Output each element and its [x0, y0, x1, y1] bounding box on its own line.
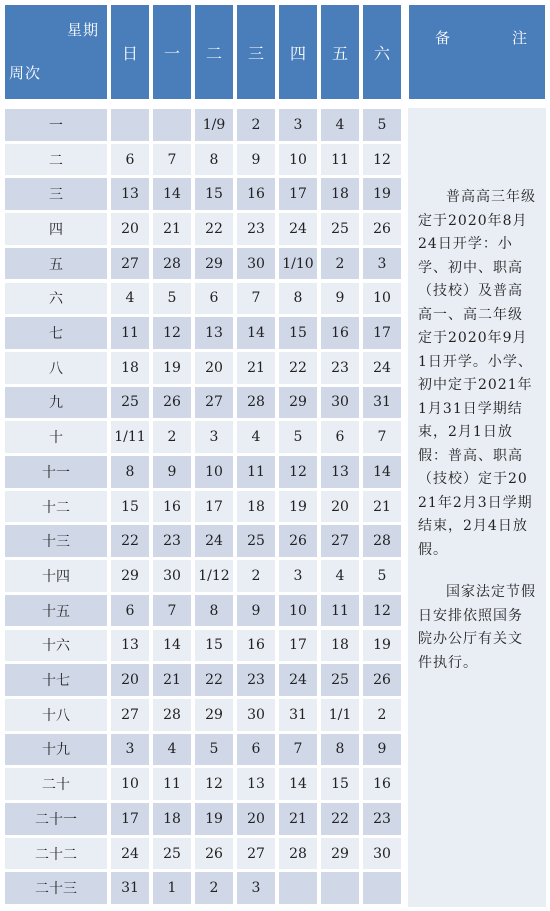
week-number-cell: 十四 — [4, 559, 108, 593]
date-cell: 6 — [110, 594, 150, 628]
date-cell: 9 — [362, 733, 402, 767]
date-cell: 4 — [236, 420, 276, 454]
week-number-cell: 十八 — [4, 698, 108, 732]
date-cell: 12 — [362, 594, 402, 628]
week-number-cell: 一 — [4, 108, 108, 142]
date-cell: 17 — [110, 802, 150, 836]
date-cell: 19 — [278, 490, 318, 524]
date-cell: 30 — [236, 698, 276, 732]
date-cell: 13 — [320, 455, 360, 489]
date-cell: 1/12 — [194, 559, 234, 593]
date-cell: 15 — [194, 177, 234, 211]
date-cell: 24 — [194, 524, 234, 558]
date-cell: 27 — [110, 247, 150, 281]
date-cell: 10 — [194, 455, 234, 489]
remarks-panel — [408, 108, 546, 907]
date-cell: 25 — [152, 837, 192, 871]
day-header: 日 — [110, 4, 150, 100]
week-number-cell: 十七 — [4, 663, 108, 697]
date-cell: 21 — [362, 490, 402, 524]
date-cell: 25 — [320, 212, 360, 246]
date-cell: 8 — [320, 733, 360, 767]
date-cell: 15 — [194, 629, 234, 663]
date-cell: 3 — [362, 247, 402, 281]
date-cell: 3 — [194, 420, 234, 454]
date-cell: 4 — [152, 733, 192, 767]
date-cell: 31 — [278, 698, 318, 732]
date-cell: 23 — [152, 524, 192, 558]
date-cell: 7 — [278, 733, 318, 767]
date-cell: 28 — [362, 524, 402, 558]
day-header: 三 — [236, 4, 276, 100]
date-cell: 17 — [278, 629, 318, 663]
date-cell — [278, 871, 318, 905]
date-cell: 2 — [194, 871, 234, 905]
date-cell: 20 — [194, 351, 234, 385]
day-header: 六 — [362, 4, 402, 100]
date-cell: 5 — [278, 420, 318, 454]
date-cell: 10 — [362, 282, 402, 316]
week-number-cell: 十九 — [4, 733, 108, 767]
date-cell: 10 — [110, 767, 150, 801]
date-cell: 14 — [278, 767, 318, 801]
date-cell: 1/11 — [110, 420, 150, 454]
week-number-cell: 八 — [4, 351, 108, 385]
date-cell: 5 — [194, 733, 234, 767]
week-number-cell: 二十一 — [4, 802, 108, 836]
date-cell: 16 — [152, 490, 192, 524]
date-cell: 22 — [194, 212, 234, 246]
date-cell: 15 — [320, 767, 360, 801]
week-number-cell: 三 — [4, 177, 108, 211]
date-cell: 17 — [362, 316, 402, 350]
date-cell: 8 — [110, 455, 150, 489]
date-cell: 5 — [152, 282, 192, 316]
date-cell: 27 — [110, 698, 150, 732]
date-cell: 28 — [278, 837, 318, 871]
date-cell: 5 — [362, 559, 402, 593]
remarks-holidays: 国家法定节假日安排依照国务院办公厅有关文件执行。 — [418, 584, 536, 671]
day-header: 一 — [152, 4, 192, 100]
date-cell: 27 — [236, 837, 276, 871]
day-header: 五 — [320, 4, 360, 100]
date-cell: 30 — [236, 247, 276, 281]
date-cell: 4 — [320, 108, 360, 142]
date-cell: 19 — [152, 351, 192, 385]
date-cell: 12 — [362, 143, 402, 177]
date-cell: 12 — [194, 767, 234, 801]
date-cell: 8 — [194, 594, 234, 628]
date-cell: 19 — [194, 802, 234, 836]
school-calendar — [4, 4, 546, 907]
date-cell: 28 — [152, 247, 192, 281]
date-cell: 6 — [110, 143, 150, 177]
week-number-cell: 九 — [4, 386, 108, 420]
date-cell: 22 — [110, 524, 150, 558]
date-cell: 4 — [110, 282, 150, 316]
date-cell: 7 — [236, 282, 276, 316]
date-cell: 28 — [152, 698, 192, 732]
date-cell: 2 — [362, 698, 402, 732]
date-cell: 29 — [110, 559, 150, 593]
date-cell: 6 — [194, 282, 234, 316]
date-cell: 17 — [194, 490, 234, 524]
date-cell: 21 — [152, 663, 192, 697]
date-cell: 25 — [110, 386, 150, 420]
date-cell: 2 — [152, 420, 192, 454]
date-cell: 13 — [110, 177, 150, 211]
week-number-cell: 二 — [4, 143, 108, 177]
date-cell: 14 — [152, 629, 192, 663]
date-cell — [362, 871, 402, 905]
date-cell: 16 — [236, 177, 276, 211]
date-cell: 19 — [362, 177, 402, 211]
date-cell: 1/1 — [320, 698, 360, 732]
date-cell: 16 — [362, 767, 402, 801]
date-cell — [110, 108, 150, 142]
date-cell: 3 — [110, 733, 150, 767]
date-cell: 9 — [236, 143, 276, 177]
week-number-cell: 七 — [4, 316, 108, 350]
date-cell: 13 — [236, 767, 276, 801]
week-number-cell: 二十三 — [4, 871, 108, 905]
date-cell: 8 — [278, 282, 318, 316]
weekday-caption: 星期 — [66, 21, 99, 39]
day-header: 二 — [194, 4, 234, 100]
date-cell: 10 — [278, 594, 318, 628]
week-number-cell: 十六 — [4, 629, 108, 663]
remarks-header — [408, 4, 546, 100]
date-cell: 31 — [110, 871, 150, 905]
remarks-school-dates: 普高高三年级定于2020年8月24日开学：小学、初中、职高（技校）及普高高一、高二年级定于2020年9月1日开学。小学、初中定于2021年1月31日学期结束，2月1日放假：普高、职高（技校）定于2021年2月3日学期结束，2月4日放假。 — [418, 189, 536, 558]
week-number-cell: 五 — [4, 247, 108, 281]
date-cell: 20 — [110, 212, 150, 246]
date-cell: 23 — [362, 802, 402, 836]
date-cell: 12 — [152, 316, 192, 350]
week-number-cell: 四 — [4, 212, 108, 246]
date-cell: 24 — [278, 663, 318, 697]
date-cell: 21 — [236, 351, 276, 385]
date-cell: 1/10 — [278, 247, 318, 281]
date-cell: 10 — [278, 143, 318, 177]
date-cell: 11 — [152, 767, 192, 801]
date-cell: 12 — [278, 455, 318, 489]
date-cell: 19 — [362, 629, 402, 663]
corner-header — [4, 4, 108, 100]
date-cell: 24 — [362, 351, 402, 385]
date-cell: 21 — [278, 802, 318, 836]
date-cell: 11 — [236, 455, 276, 489]
date-cell: 28 — [236, 386, 276, 420]
date-cell: 30 — [152, 559, 192, 593]
date-cell: 22 — [194, 663, 234, 697]
date-cell: 11 — [320, 594, 360, 628]
date-cell: 22 — [278, 351, 318, 385]
date-cell: 2 — [236, 108, 276, 142]
date-cell: 20 — [236, 802, 276, 836]
date-cell: 26 — [362, 663, 402, 697]
date-cell: 25 — [320, 663, 360, 697]
week-number-cell: 二十二 — [4, 837, 108, 871]
date-cell: 13 — [110, 629, 150, 663]
date-cell: 24 — [278, 212, 318, 246]
week-number-caption: 周次 — [9, 64, 42, 82]
date-cell: 7 — [152, 594, 192, 628]
date-cell: 11 — [320, 143, 360, 177]
date-cell: 14 — [362, 455, 402, 489]
date-cell: 1 — [152, 871, 192, 905]
date-cell: 15 — [110, 490, 150, 524]
date-cell: 3 — [278, 559, 318, 593]
date-cell: 22 — [320, 802, 360, 836]
date-cell: 23 — [320, 351, 360, 385]
date-cell: 14 — [152, 177, 192, 211]
date-cell: 9 — [152, 455, 192, 489]
date-cell: 1/9 — [194, 108, 234, 142]
date-cell: 25 — [236, 524, 276, 558]
date-cell — [320, 871, 360, 905]
week-number-cell: 十 — [4, 420, 108, 454]
date-cell: 29 — [194, 698, 234, 732]
date-cell: 26 — [194, 837, 234, 871]
date-cell: 11 — [110, 316, 150, 350]
date-cell: 27 — [194, 386, 234, 420]
date-cell: 16 — [320, 316, 360, 350]
date-cell: 2 — [236, 559, 276, 593]
date-cell: 13 — [194, 316, 234, 350]
date-cell: 7 — [152, 143, 192, 177]
date-cell: 7 — [362, 420, 402, 454]
date-cell: 29 — [278, 386, 318, 420]
day-header: 四 — [278, 4, 318, 100]
date-cell — [152, 108, 192, 142]
date-cell: 18 — [236, 490, 276, 524]
date-cell: 16 — [236, 629, 276, 663]
date-cell: 24 — [110, 837, 150, 871]
date-cell: 3 — [278, 108, 318, 142]
date-cell: 20 — [320, 490, 360, 524]
date-cell: 26 — [152, 386, 192, 420]
date-cell: 18 — [152, 802, 192, 836]
date-cell: 2 — [320, 247, 360, 281]
remarks-header-right: 注 — [511, 29, 527, 47]
date-cell: 5 — [362, 108, 402, 142]
week-number-cell: 十三 — [4, 524, 108, 558]
date-cell: 20 — [110, 663, 150, 697]
date-cell: 21 — [152, 212, 192, 246]
week-number-cell: 六 — [4, 282, 108, 316]
week-number-cell: 十二 — [4, 490, 108, 524]
date-cell: 8 — [194, 143, 234, 177]
date-cell: 17 — [278, 177, 318, 211]
date-cell: 26 — [362, 212, 402, 246]
week-number-cell: 十五 — [4, 594, 108, 628]
date-cell: 31 — [362, 386, 402, 420]
date-cell: 6 — [320, 420, 360, 454]
date-cell: 4 — [320, 559, 360, 593]
date-cell: 9 — [236, 594, 276, 628]
week-number-cell: 十一 — [4, 455, 108, 489]
date-cell: 26 — [278, 524, 318, 558]
date-cell: 29 — [320, 837, 360, 871]
date-cell: 23 — [236, 212, 276, 246]
date-cell: 23 — [236, 663, 276, 697]
date-cell: 29 — [194, 247, 234, 281]
date-cell: 30 — [362, 837, 402, 871]
date-cell: 3 — [236, 871, 276, 905]
date-cell: 18 — [320, 177, 360, 211]
date-cell: 6 — [236, 733, 276, 767]
remarks-header-left: 备 — [435, 29, 453, 47]
week-number-cell: 二十 — [4, 767, 108, 801]
date-cell: 18 — [110, 351, 150, 385]
date-cell: 30 — [320, 386, 360, 420]
date-cell: 27 — [320, 524, 360, 558]
date-cell: 9 — [320, 282, 360, 316]
date-cell: 14 — [236, 316, 276, 350]
date-cell: 15 — [278, 316, 318, 350]
date-cell: 18 — [320, 629, 360, 663]
